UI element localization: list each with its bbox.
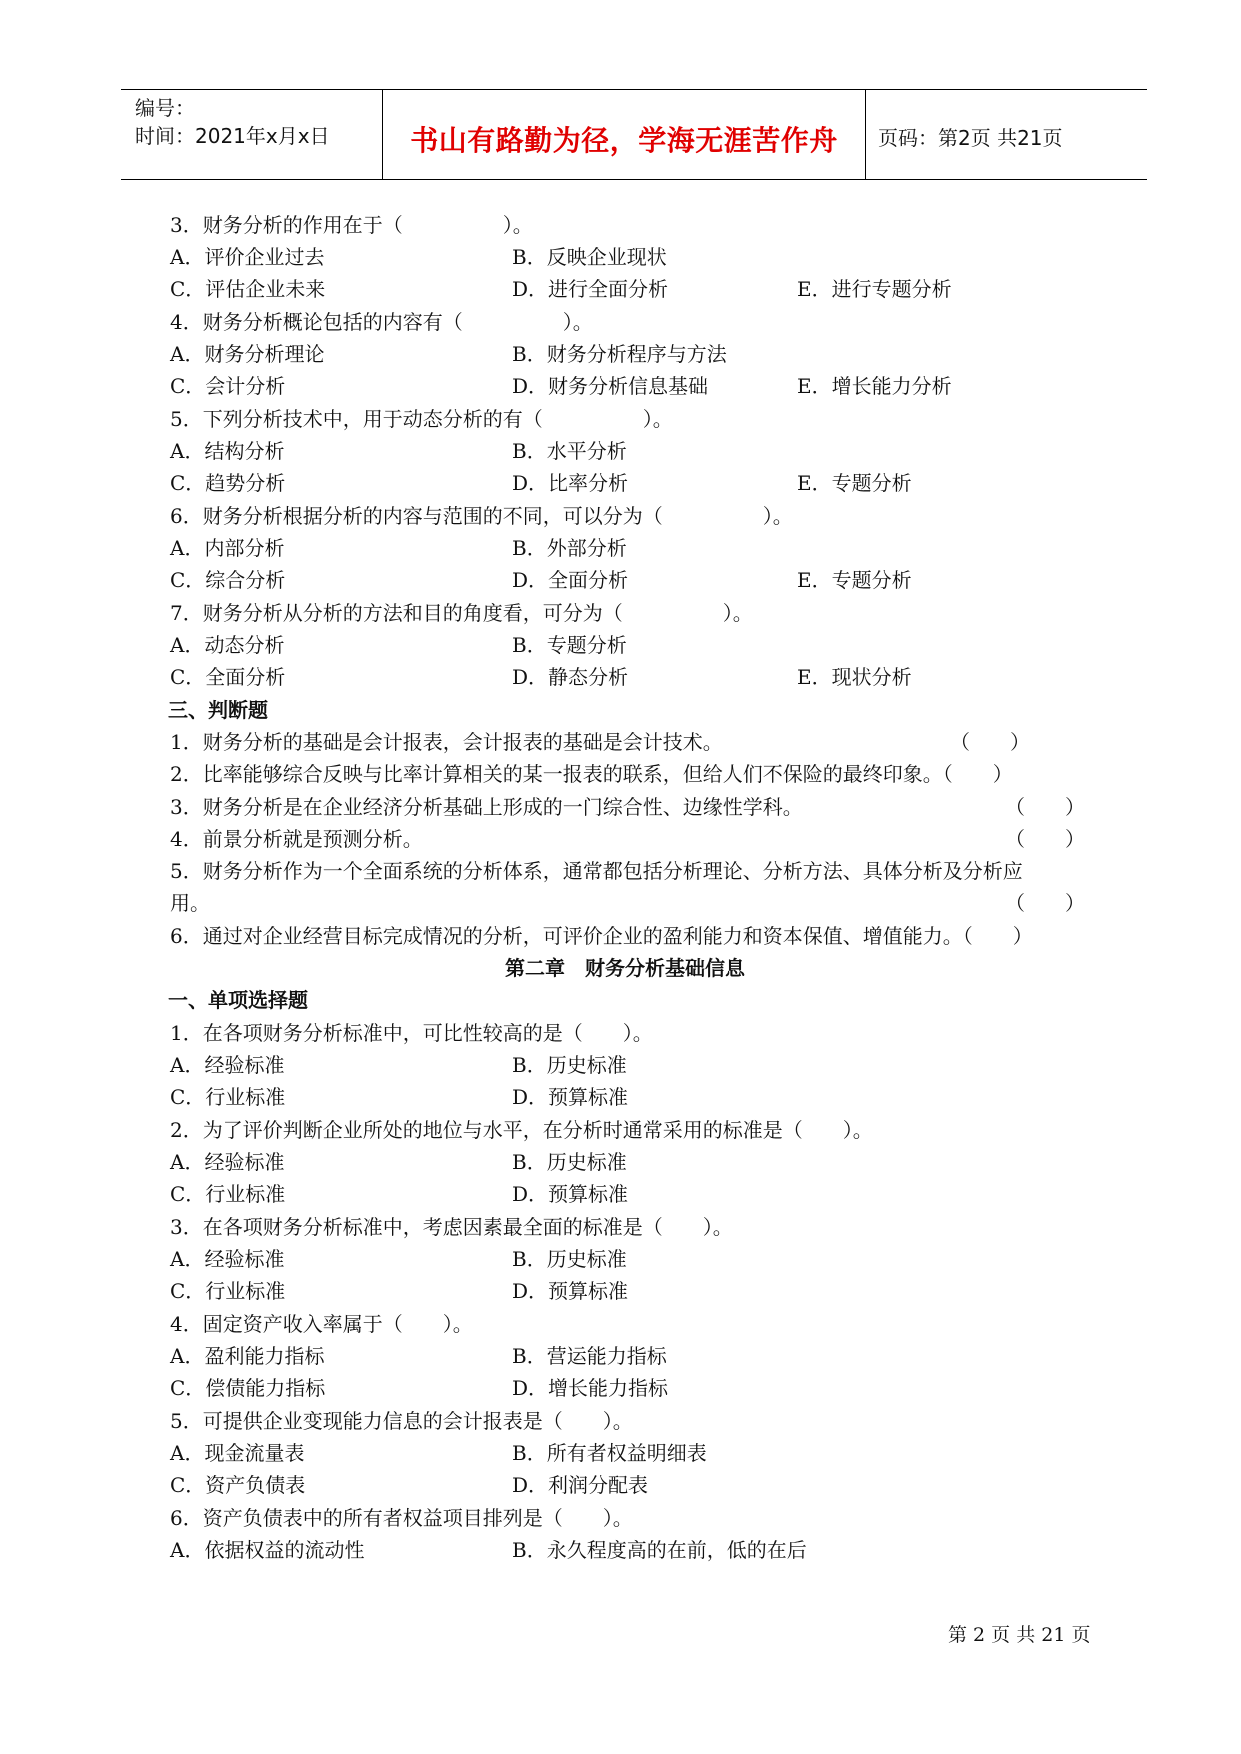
text-line: A．结构分析 (170, 439, 285, 463)
motto-text: 书山有路勤为径，学海无涯苦作舟 (410, 124, 838, 157)
text-line: C．趋势分析 (170, 471, 286, 495)
text-line: A．内部分析 (170, 536, 285, 560)
text-line: B．水平分析 (512, 439, 627, 463)
document-time-label: 时间：2021年x月x日 (135, 124, 330, 148)
text-line: D．财务分析信息基础 (512, 374, 709, 398)
text-line: 4．前景分析就是预测分析。 (170, 827, 423, 851)
text-line: B．专题分析 (512, 633, 627, 657)
text-line: C．行业标准 (170, 1085, 286, 1109)
text-line: A．盈利能力指标 (170, 1344, 325, 1368)
text-line: D．预算标准 (512, 1279, 629, 1303)
text-line: B．历史标准 (512, 1053, 627, 1077)
header-motto-cell (382, 90, 866, 179)
text-line: （ ） (1005, 795, 1085, 819)
section-heading: 一、单项选择题 (168, 988, 308, 1012)
section-heading: 三、判断题 (168, 698, 268, 722)
text-line: B．反映企业现状 (512, 245, 667, 269)
text-line: A．现金流量表 (170, 1441, 305, 1465)
text-line: （ ） (1005, 891, 1085, 915)
text-line: A．财务分析理论 (170, 342, 325, 366)
text-line: C．综合分析 (170, 568, 286, 592)
text-line: D．增长能力指标 (512, 1376, 669, 1400)
text-line: C．行业标准 (170, 1182, 286, 1206)
text-line: C．偿债能力指标 (170, 1376, 326, 1400)
header-meta (121, 90, 382, 179)
text-line: B．所有者权益明细表 (512, 1441, 707, 1465)
section-heading: 第二章 财务分析基础信息 (505, 956, 745, 980)
text-line: B．财务分析程序与方法 (512, 342, 727, 366)
text-line: 5．下列分析技术中，用于动态分析的有（ ）。 (170, 407, 673, 431)
header-page-cell (866, 90, 1147, 179)
document-number-label: 编号： (135, 96, 195, 120)
text-line: 7．财务分析从分析的方法和目的角度看，可分为（ ）。 (170, 601, 753, 625)
text-line: B．永久程度高的在前，低的在后 (512, 1538, 807, 1562)
text-line: D．比率分析 (512, 471, 629, 495)
text-line: D．预算标准 (512, 1085, 629, 1109)
text-line: E．专题分析 (797, 568, 912, 592)
text-line: 6．资产负债表中的所有者权益项目排列是（ ）。 (170, 1506, 633, 1530)
text-line: 3．在各项财务分析标准中，考虑因素最全面的标准是（ ）。 (170, 1215, 733, 1239)
text-line: 用。 (170, 891, 210, 915)
text-line: A．经验标准 (170, 1150, 285, 1174)
text-line: C．会计分析 (170, 374, 286, 398)
text-line: B．营运能力指标 (512, 1344, 667, 1368)
text-line: E．专题分析 (797, 471, 912, 495)
text-line: 1．财务分析的基础是会计报表，会计报表的基础是会计技术。 (170, 730, 723, 754)
text-line: （ ） (950, 730, 1030, 754)
text-line: 4．固定资产收入率属于（ ）。 (170, 1312, 473, 1336)
text-line: A．依据权益的流动性 (170, 1538, 365, 1562)
text-line: 4．财务分析概论包括的内容有（ ）。 (170, 310, 593, 334)
text-line: 3．财务分析的作用在于（ ）。 (170, 213, 533, 237)
text-line: 6．通过对企业经营目标完成情况的分析，可评价企业的盈利能力和资本保值、增值能力。（ ） (170, 924, 1033, 948)
text-line: 5．可提供企业变现能力信息的会计报表是（ ）。 (170, 1409, 633, 1433)
text-line: B．历史标准 (512, 1150, 627, 1174)
text-line: B．历史标准 (512, 1247, 627, 1271)
text-line: 6．财务分析根据分析的内容与范围的不同，可以分为（ ）。 (170, 504, 793, 528)
text-line: A．评价企业过去 (170, 245, 325, 269)
text-line: D．全面分析 (512, 568, 629, 592)
text-line: E．进行专题分析 (797, 277, 952, 301)
text-line: D．进行全面分析 (512, 277, 669, 301)
text-line: 5．财务分析作为一个全面系统的分析体系，通常都包括分析理论、分析方法、具体分析及分析应 (170, 859, 1023, 883)
text-line: 2．为了评价判断企业所处的地位与水平，在分析时通常采用的标准是（ ）。 (170, 1118, 873, 1142)
text-line: 1．在各项财务分析标准中，可比性较高的是（ ）。 (170, 1021, 653, 1045)
page-footer: 第 2 页 共 21 页 (948, 1624, 1091, 1646)
text-line: C．行业标准 (170, 1279, 286, 1303)
text-line: D．静态分析 (512, 665, 629, 689)
text-line: 3．财务分析是在企业经济分析基础上形成的一门综合性、边缘性学科。 (170, 795, 803, 819)
text-line: A．经验标准 (170, 1247, 285, 1271)
text-line: E．现状分析 (797, 665, 912, 689)
text-line: C．资产负债表 (170, 1473, 306, 1497)
text-line: A．经验标准 (170, 1053, 285, 1077)
text-line: A．动态分析 (170, 633, 285, 657)
header-page-number: 页码：第2页 共21页 (878, 126, 1063, 150)
page-header (121, 89, 1147, 180)
text-line: D．预算标准 (512, 1182, 629, 1206)
text-line: D．利润分配表 (512, 1473, 649, 1497)
text-line: E．增长能力分析 (797, 374, 952, 398)
text-line: 2．比率能够综合反映与比率计算相关的某一报表的联系，但给人们不保险的最终印象。（ ） (170, 762, 1013, 786)
text-line: C．评估企业未来 (170, 277, 326, 301)
text-line: C．全面分析 (170, 665, 286, 689)
text-line: B．外部分析 (512, 536, 627, 560)
text-line: （ ） (1005, 827, 1085, 851)
